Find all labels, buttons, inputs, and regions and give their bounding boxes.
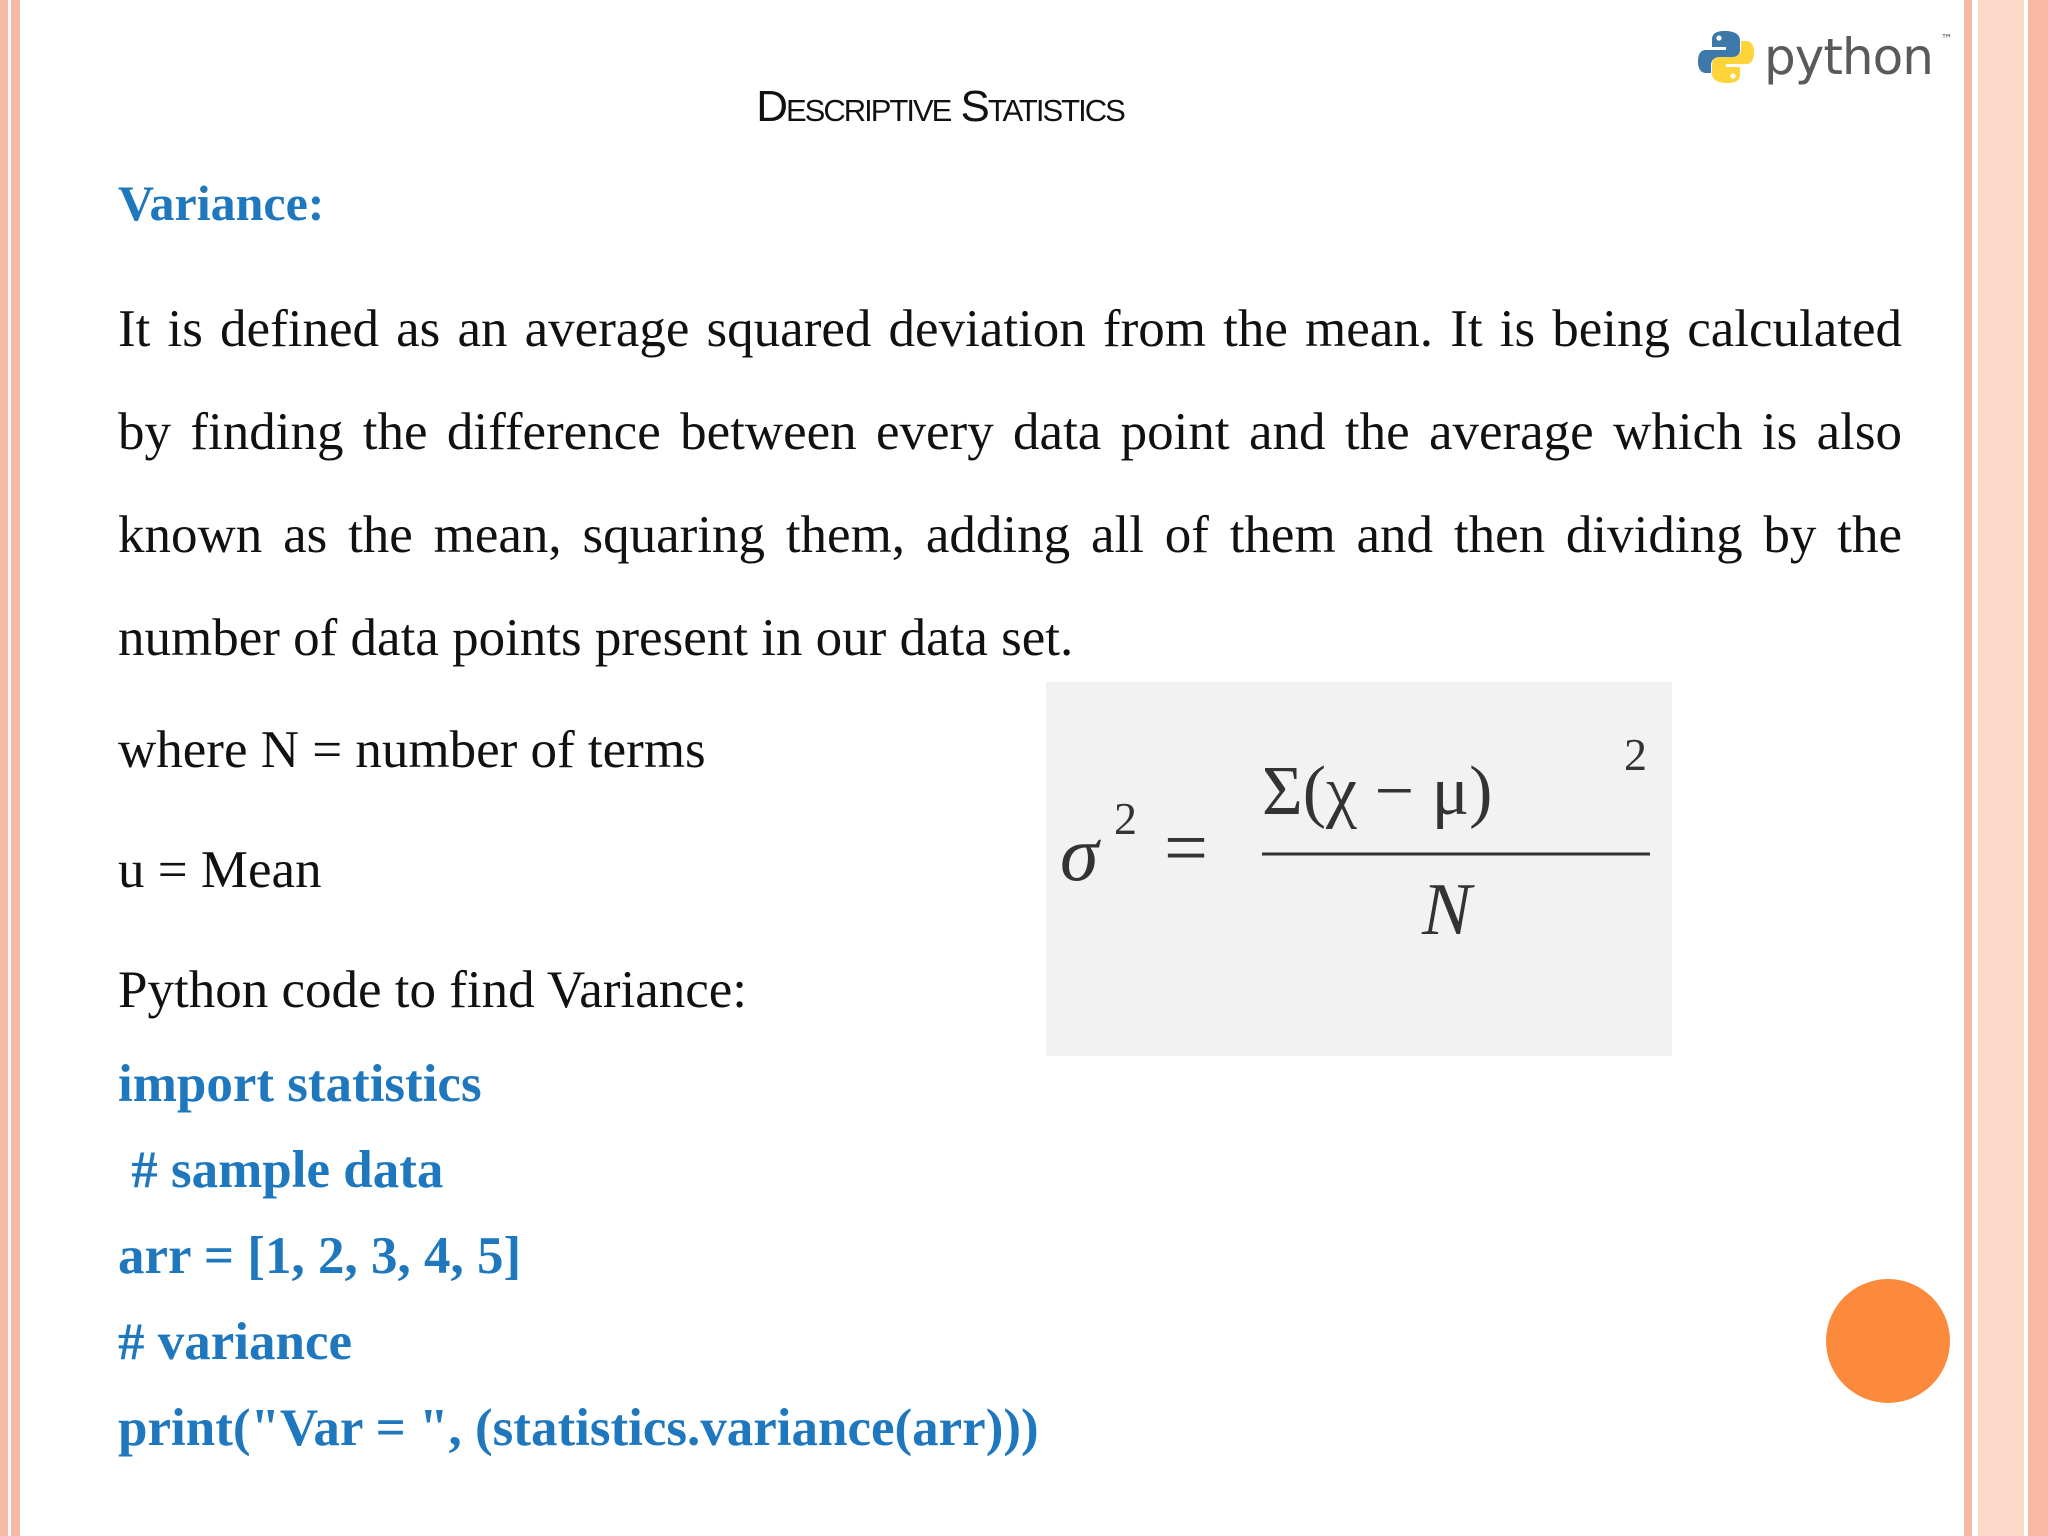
python-code-label: Python code to find Variance: bbox=[118, 961, 747, 1019]
python-logo-text: python bbox=[1764, 28, 1933, 86]
variance-definition-paragraph: It is defined as an average squared deviation from the mean. It is being calculated by finding the difference between every data point and the average which is also known as the mean, squaring them, adding all of them and then dividing by the number of data points present in our data set. bbox=[118, 300, 1902, 667]
formula-numerator: Σ(χ − μ) bbox=[1262, 753, 1493, 830]
formula-denominator: N bbox=[1422, 869, 1472, 951]
formula-numerator-exponent: 2 bbox=[1624, 729, 1647, 780]
variance-formula bbox=[1046, 682, 1672, 1056]
formula-sigma: σ bbox=[1060, 810, 1099, 897]
left-border-stripe bbox=[0, 0, 20, 1536]
slide-title: Descriptive Statistics bbox=[756, 82, 1124, 131]
where-u-text: u = Mean bbox=[118, 841, 322, 899]
where-n-text: where N = number of terms bbox=[118, 721, 706, 779]
variance-formula-image bbox=[1046, 682, 1672, 1056]
right-border-stripe bbox=[1964, 0, 2048, 1536]
python-snake-icon bbox=[1696, 27, 1756, 87]
python-logo-trademark: ™ bbox=[1940, 32, 1953, 46]
code-line-comment-variance: # variance bbox=[118, 1313, 353, 1371]
code-line-import: import statistics bbox=[118, 1055, 482, 1113]
variance-heading: Variance: bbox=[118, 175, 325, 231]
code-line-arr: arr = [1, 2, 3, 4, 5] bbox=[118, 1227, 522, 1285]
code-line-comment-sample: # sample data bbox=[118, 1141, 444, 1199]
code-line-print: print("Var = ", (statistics.variance(arr))) bbox=[118, 1399, 1039, 1457]
formula-sigma-exponent: 2 bbox=[1114, 793, 1137, 844]
formula-equals: = bbox=[1164, 804, 1208, 891]
decorative-orange-circle bbox=[1826, 1279, 1950, 1403]
